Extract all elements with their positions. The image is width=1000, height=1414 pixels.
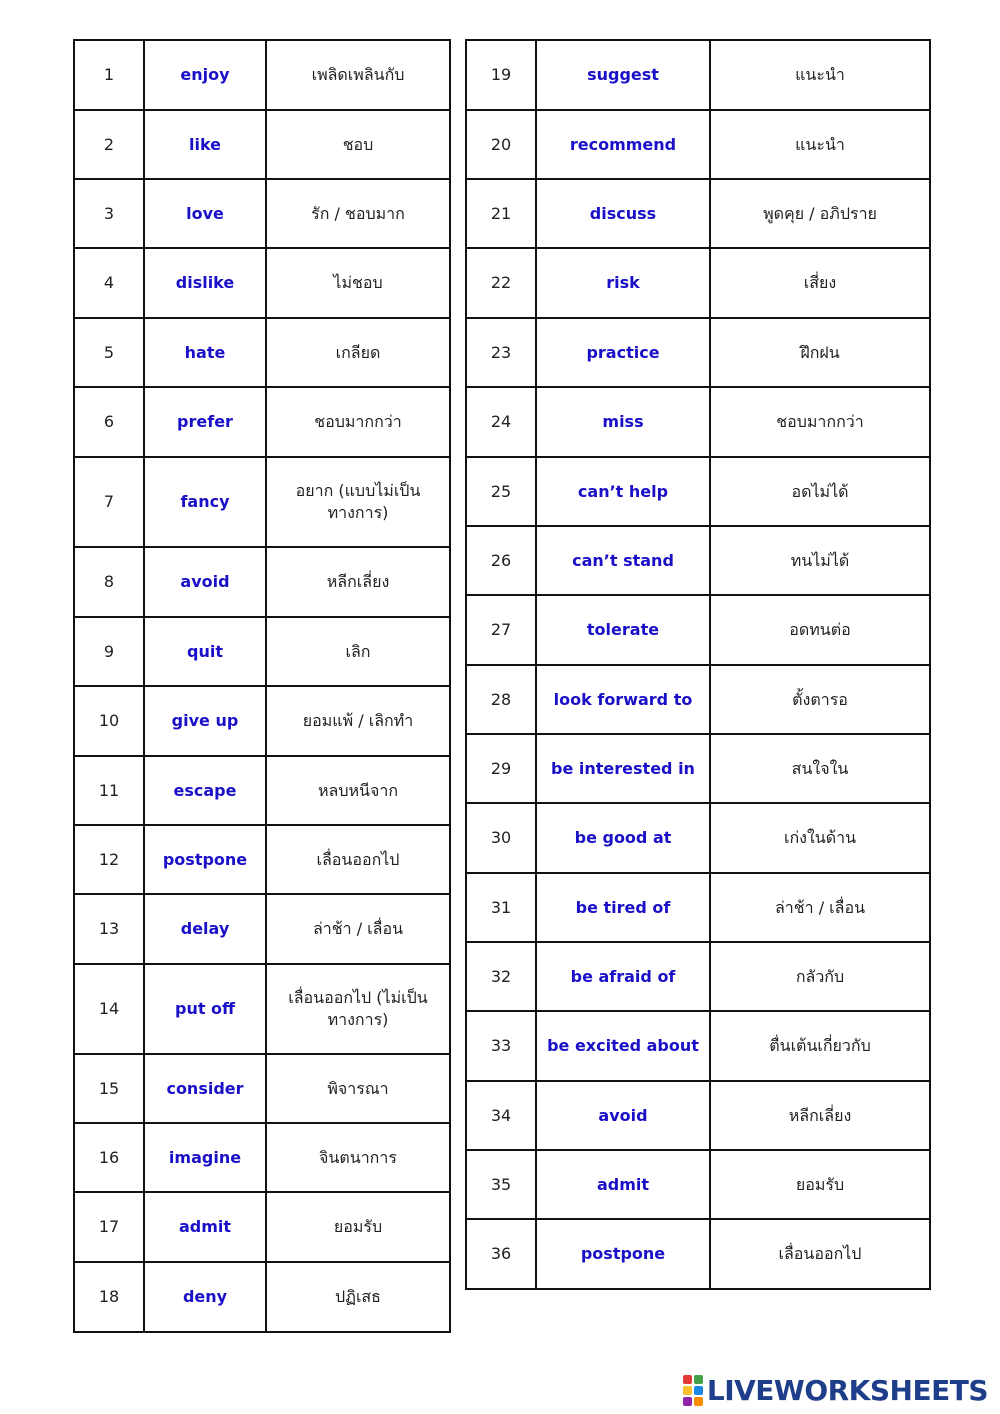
table-row (466, 110, 930, 179)
thai-meaning: อดไม่ได้ (710, 457, 930, 526)
row-number: 33 (466, 1011, 536, 1081)
vocabulary-word: suggest (536, 40, 710, 110)
thai-meaning: ล่าช้า / เลื่อน (266, 894, 450, 964)
table-row (466, 734, 930, 803)
thai-meaning: แนะนำ (710, 40, 930, 110)
vocabulary-word: can’t stand (536, 526, 710, 595)
vocabulary-word: postpone (144, 825, 266, 894)
thai-meaning: แนะนำ (710, 110, 930, 179)
table-row (74, 894, 450, 964)
thai-meaning: ฝึกฝน (710, 318, 930, 387)
thai-meaning: เลิก (266, 617, 450, 686)
thai-meaning: เลื่อนออกไป (266, 825, 450, 894)
row-number: 22 (466, 248, 536, 318)
row-number: 13 (74, 894, 144, 964)
thai-meaning: ตื่นเต้นเกี่ยวกับ (710, 1011, 930, 1081)
vocabulary-word: love (144, 179, 266, 248)
vocabulary-word: discuss (536, 179, 710, 248)
row-number: 9 (74, 617, 144, 686)
table-row (466, 1150, 930, 1219)
row-number: 31 (466, 873, 536, 942)
table-row (466, 1219, 930, 1289)
table-row (74, 756, 450, 825)
table-row (466, 248, 930, 318)
liveworksheets-logo-text: LIVEWORKSHEETS (706, 1374, 988, 1407)
row-number: 27 (466, 595, 536, 665)
vocabulary-word: postpone (536, 1219, 710, 1289)
row-number: 19 (466, 40, 536, 110)
vocabulary-word: delay (144, 894, 266, 964)
thai-meaning: หลบหนีจาก (266, 756, 450, 825)
vocabulary-word: avoid (144, 547, 266, 617)
table-row (74, 457, 450, 547)
table-row (74, 1054, 450, 1123)
thai-meaning: ปฏิเสธ (266, 1262, 450, 1332)
vocabulary-word: admit (536, 1150, 710, 1219)
table-row (74, 964, 450, 1054)
row-number: 8 (74, 547, 144, 617)
table-row (466, 1081, 930, 1150)
vocabulary-word: put off (144, 964, 266, 1054)
vocabulary-table-right (465, 39, 931, 1290)
thai-meaning: ชอบมากกว่า (266, 387, 450, 457)
row-number: 3 (74, 179, 144, 248)
thai-meaning: ชอบมากกว่า (710, 387, 930, 457)
table-row (74, 686, 450, 756)
table-row (466, 803, 930, 873)
row-number: 10 (74, 686, 144, 756)
table-row (466, 1011, 930, 1081)
vocabulary-word: recommend (536, 110, 710, 179)
table-row (74, 1123, 450, 1192)
table-row (466, 318, 930, 387)
vocabulary-word: be afraid of (536, 942, 710, 1011)
thai-meaning: หลีกเลี่ยง (710, 1081, 930, 1150)
thai-meaning: ยอมรับ (710, 1150, 930, 1219)
thai-meaning: ยอมรับ (266, 1192, 450, 1262)
vocabulary-word: enjoy (144, 40, 266, 110)
table-row (466, 457, 930, 526)
table-row (466, 526, 930, 595)
vocabulary-word: be interested in (536, 734, 710, 803)
thai-meaning: เพลิดเพลินกับ (266, 40, 450, 110)
thai-meaning: กลัวกับ (710, 942, 930, 1011)
vocabulary-word: escape (144, 756, 266, 825)
vocabulary-word: fancy (144, 457, 266, 547)
row-number: 26 (466, 526, 536, 595)
row-number: 18 (74, 1262, 144, 1332)
vocabulary-word: avoid (536, 1081, 710, 1150)
thai-meaning: รัก / ชอบมาก (266, 179, 450, 248)
table-row (74, 617, 450, 686)
thai-meaning: หลีกเลี่ยง (266, 547, 450, 617)
table-row (466, 387, 930, 457)
thai-meaning: ชอบ (266, 110, 450, 179)
vocabulary-word: hate (144, 318, 266, 387)
vocabulary-word: be tired of (536, 873, 710, 942)
row-number: 21 (466, 179, 536, 248)
thai-meaning: ไม่ชอบ (266, 248, 450, 318)
vocabulary-word: admit (144, 1192, 266, 1262)
table-row (466, 942, 930, 1011)
row-number: 12 (74, 825, 144, 894)
table-row (466, 40, 930, 110)
table-row (74, 40, 450, 110)
liveworksheets-logo-icon (683, 1375, 703, 1406)
row-number: 23 (466, 318, 536, 387)
thai-meaning: สนใจใน (710, 734, 930, 803)
vocabulary-word: consider (144, 1054, 266, 1123)
row-number: 1 (74, 40, 144, 110)
table-row (74, 1192, 450, 1262)
thai-meaning: จินตนาการ (266, 1123, 450, 1192)
table-row (74, 110, 450, 179)
row-number: 20 (466, 110, 536, 179)
row-number: 6 (74, 387, 144, 457)
table-row (466, 179, 930, 248)
thai-meaning: อยาก (แบบไม่เป็นทางการ) (266, 457, 450, 547)
vocabulary-word: practice (536, 318, 710, 387)
row-number: 4 (74, 248, 144, 318)
table-row (74, 318, 450, 387)
table-row (466, 873, 930, 942)
table-row (74, 179, 450, 248)
row-number: 25 (466, 457, 536, 526)
vocabulary-word: like (144, 110, 266, 179)
row-number: 36 (466, 1219, 536, 1289)
row-number: 24 (466, 387, 536, 457)
thai-meaning: ล่าช้า / เลื่อน (710, 873, 930, 942)
row-number: 2 (74, 110, 144, 179)
row-number: 11 (74, 756, 144, 825)
vocabulary-word: risk (536, 248, 710, 318)
row-number: 35 (466, 1150, 536, 1219)
liveworksheets-logo (683, 1374, 988, 1407)
table-row (74, 248, 450, 318)
thai-meaning: ตั้งตารอ (710, 665, 930, 734)
table-row (74, 547, 450, 617)
row-number: 7 (74, 457, 144, 547)
row-number: 30 (466, 803, 536, 873)
vocabulary-word: dislike (144, 248, 266, 318)
vocabulary-word: be excited about (536, 1011, 710, 1081)
vocabulary-word: deny (144, 1262, 266, 1332)
table-row (74, 1262, 450, 1332)
row-number: 32 (466, 942, 536, 1011)
vocabulary-word: prefer (144, 387, 266, 457)
thai-meaning: เลื่อนออกไป (ไม่เป็นทางการ) (266, 964, 450, 1054)
vocabulary-word: give up (144, 686, 266, 756)
vocabulary-word: look forward to (536, 665, 710, 734)
thai-meaning: ยอมแพ้ / เลิกทำ (266, 686, 450, 756)
row-number: 17 (74, 1192, 144, 1262)
table-row (466, 595, 930, 665)
thai-meaning: อดทนต่อ (710, 595, 930, 665)
table-row (466, 665, 930, 734)
row-number: 15 (74, 1054, 144, 1123)
thai-meaning: พูดคุย / อภิปราย (710, 179, 930, 248)
vocabulary-word: can’t help (536, 457, 710, 526)
row-number: 34 (466, 1081, 536, 1150)
thai-meaning: เลื่อนออกไป (710, 1219, 930, 1289)
thai-meaning: พิจารณา (266, 1054, 450, 1123)
thai-meaning: เสี่ยง (710, 248, 930, 318)
vocabulary-word: tolerate (536, 595, 710, 665)
vocabulary-word: quit (144, 617, 266, 686)
row-number: 14 (74, 964, 144, 1054)
thai-meaning: ทนไม่ได้ (710, 526, 930, 595)
row-number: 16 (74, 1123, 144, 1192)
thai-meaning: เกลียด (266, 318, 450, 387)
vocabulary-word: be good at (536, 803, 710, 873)
row-number: 29 (466, 734, 536, 803)
vocabulary-word: miss (536, 387, 710, 457)
row-number: 28 (466, 665, 536, 734)
vocabulary-table-left (73, 39, 451, 1333)
table-row (74, 825, 450, 894)
row-number: 5 (74, 318, 144, 387)
table-row (74, 387, 450, 457)
thai-meaning: เก่งในด้าน (710, 803, 930, 873)
vocabulary-word: imagine (144, 1123, 266, 1192)
